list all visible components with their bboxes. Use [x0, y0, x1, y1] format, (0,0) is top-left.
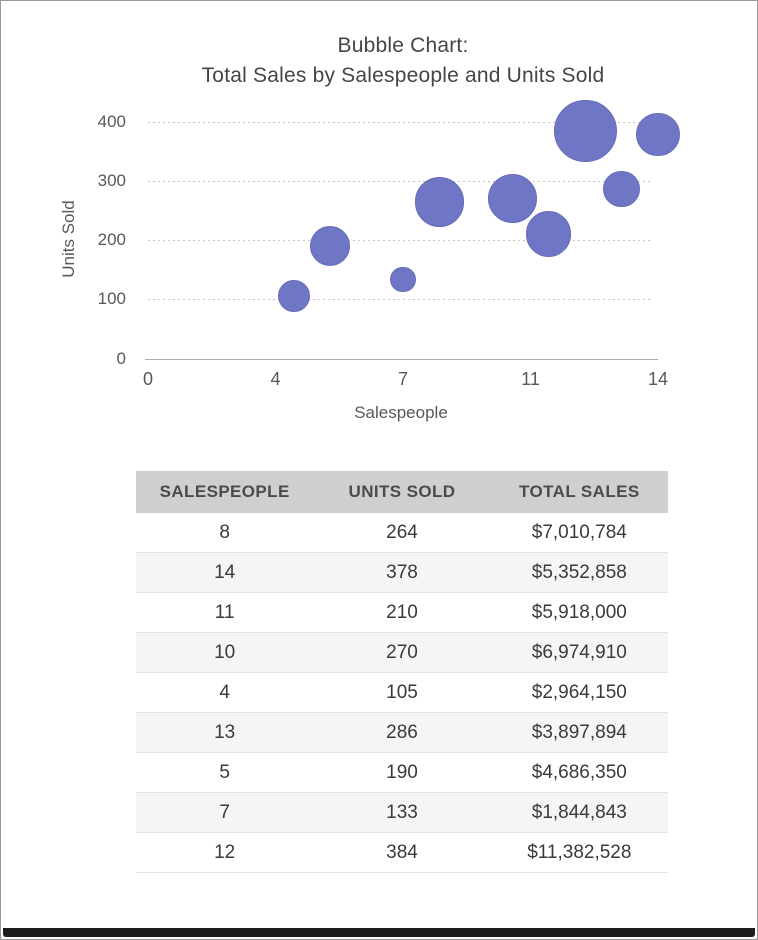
x-axis-line: [145, 359, 658, 360]
gridline-y300: [148, 181, 653, 182]
table-cell: 384: [386, 841, 418, 863]
table-cell: 13: [214, 721, 236, 743]
table-row: [136, 553, 668, 593]
x-axis-title: Salespeople: [354, 403, 448, 422]
table-cell: 14: [214, 561, 236, 583]
x-tick-label-11: 11: [521, 369, 540, 389]
x-tick-label-0: 0: [142, 369, 153, 389]
table-cell: $5,352,858: [531, 561, 627, 583]
bubble-sp13-units286: [603, 171, 640, 208]
table-cell: 270: [386, 641, 418, 663]
bubble-sp10-units270: [488, 174, 537, 223]
y-tick-label-400: 400: [97, 111, 126, 131]
table-cell: 264: [386, 521, 418, 543]
y-tick-label-100: 100: [97, 289, 126, 309]
table-cell: 378: [386, 561, 418, 583]
table-body: [136, 513, 668, 873]
table-cell: 286: [386, 721, 418, 743]
frame-bottom-bar: [3, 928, 755, 937]
table-cell: 4: [219, 681, 230, 703]
table-cell: 133: [386, 801, 418, 823]
table-row: [136, 593, 668, 633]
x-tick-label-7: 7: [397, 369, 408, 389]
table-cell: 105: [386, 681, 418, 703]
table-cell: $4,686,350: [531, 761, 627, 783]
table-row: [136, 633, 668, 673]
bubble-sp7-units133: [390, 267, 415, 292]
chart-title-line1: Bubble Chart:: [337, 34, 469, 57]
data-table: [136, 471, 668, 873]
table-cell: $3,897,894: [531, 721, 627, 743]
chart-title-line2: Total Sales by Salespeople and Units Sold: [201, 64, 605, 87]
bubble-sp8-units264: [415, 177, 464, 226]
gridline-y100: [148, 299, 653, 300]
table-cell: 5: [219, 761, 230, 783]
table-row: [136, 793, 668, 833]
table-cell: $2,964,150: [531, 681, 627, 703]
x-tick-label-4: 4: [270, 369, 281, 389]
bubble-sp4-units105: [278, 280, 310, 312]
table-cell: 12: [214, 841, 236, 863]
bubble-sp14-units378: [636, 113, 679, 156]
table-cell: 10: [214, 641, 236, 663]
bubble-sp12-units384: [554, 100, 617, 163]
header-cell: TOTAL SALES: [519, 482, 640, 501]
y-tick-label-200: 200: [97, 230, 126, 249]
header-cell: UNITS SOLD: [348, 482, 456, 501]
table-cell: 8: [219, 521, 230, 543]
table-row: [136, 753, 668, 793]
y-tick-label-0: 0: [116, 348, 126, 368]
table-row: [136, 513, 668, 553]
table-cell: $7,010,784: [531, 521, 627, 543]
table-cell: 11: [214, 601, 235, 623]
table-cell: 190: [386, 761, 418, 783]
bubble-sp11-units210: [526, 211, 571, 256]
y-tick-label-300: 300: [97, 170, 126, 190]
table-cell: $1,844,843: [531, 801, 627, 823]
gridline-y200: [148, 240, 653, 241]
table-cell: $6,974,910: [531, 641, 627, 663]
y-axis-title: Units Sold: [59, 200, 78, 278]
table-row: [136, 673, 668, 713]
table-row: [136, 833, 668, 873]
table-cell: $5,918,000: [531, 601, 627, 623]
x-tick-label-14: 14: [647, 369, 669, 389]
table-row: [136, 713, 668, 753]
table-cell: 210: [386, 601, 418, 623]
table-cell: $11,382,528: [527, 841, 632, 863]
bubble-sp5-units190: [310, 226, 350, 266]
table-cell: 7: [219, 801, 230, 823]
header-cell: SALESPEOPLE: [159, 482, 290, 501]
table-header-row: [136, 471, 668, 513]
